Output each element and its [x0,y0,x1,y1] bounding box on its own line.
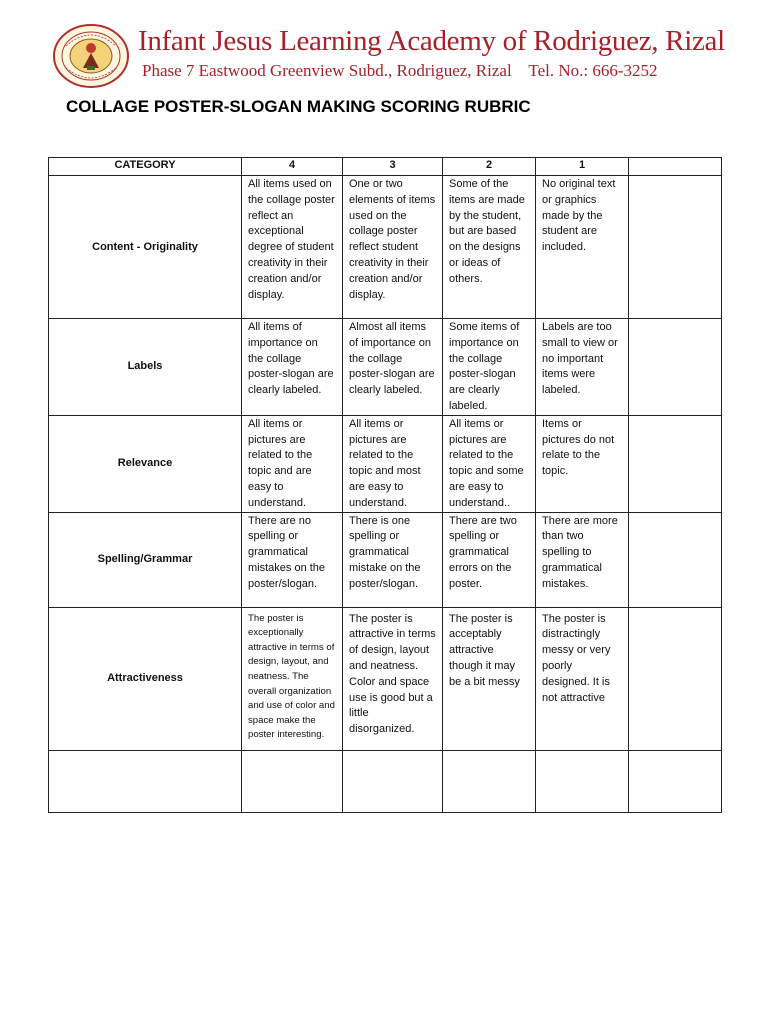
document-title: COLLAGE POSTER-SLOGAN MAKING SCORING RUBRIC [66,97,531,116]
header-blank [629,158,722,176]
criteria-cell: Almost all items of importance on the collage poster-slogan are clearly labeled. [343,319,443,416]
rubric-table [48,157,722,813]
criteria-cell: One or two elements of items used on the collage poster reflect student creativity in their creation and/or display. [343,176,443,319]
school-address: Phase 7 Eastwood Greenview Subd., Rodriguez, Rizal Tel. No.: 666-3252 [142,61,658,80]
criteria-cell: The poster is acceptably attractive though it may be a bit messy [443,607,536,750]
criteria-cell: Labels are too small to view or no important items were labeled. [536,319,629,416]
score-cell [629,176,722,319]
score-cell [629,512,722,607]
rubric-row-spelling-grammar [49,512,722,607]
school-name: Infant Jesus Learning Academy of Rodriguez, Rizal [138,25,725,57]
letterhead [52,24,725,88]
criteria-cell: All items of importance on the collage poster-slogan are clearly labeled. [242,319,343,416]
score-cell [629,415,722,512]
criteria-cell: All items used on the collage poster reflect an exceptional degree of student creativity in their creation and/or display. [242,176,343,319]
category-label: Labels [49,319,242,416]
header-score-3: 3 [343,158,443,176]
header-category: CATEGORY [49,158,242,176]
criteria-cell: All items or pictures are related to the topic and some are easy to understand.. [443,415,536,512]
criteria-cell: The poster is distractingly messy or very poorly designed. It is not attractive [536,607,629,750]
category-label: Content - Originality [49,176,242,319]
criteria-cell: There are more than two spelling to grammatical mistakes. [536,512,629,607]
criteria-cell [536,750,629,812]
header-score-1: 1 [536,158,629,176]
rubric-header-row [49,158,722,176]
criteria-cell: Some items of importance on the collage poster-slogan are clearly labeled. [443,319,536,416]
criteria-cell: All items or pictures are related to the topic and are easy to understand. [242,415,343,512]
score-cell [629,750,722,812]
criteria-cell: There are two spelling or grammatical errors on the poster. [443,512,536,607]
category-label: Spelling/Grammar [49,512,242,607]
rubric-row-relevance [49,415,722,512]
header-score-2: 2 [443,158,536,176]
criteria-cell: The poster is exceptionally attractive in terms of design, layout, and neatness. The overall organization and use of color and space make the poster interesting. [242,607,343,750]
category-label [49,750,242,812]
criteria-cell: There are no spelling or grammatical mistakes on the poster/slogan. [242,512,343,607]
criteria-cell: All items or pictures are related to the topic and most are easy to understand. [343,415,443,512]
rubric-row-blank [49,750,722,812]
criteria-cell: There is one spelling or grammatical mistake on the poster/slogan. [343,512,443,607]
header-score-4: 4 [242,158,343,176]
category-label: Relevance [49,415,242,512]
rubric-row-attractiveness [49,607,722,750]
rubric-row-content-originality [49,176,722,319]
criteria-cell: The poster is attractive in terms of design, layout and neatness. Color and space use is good but a little disorganized. [343,607,443,750]
score-cell [629,607,722,750]
criteria-cell: Items or pictures do not relate to the topic. [536,415,629,512]
category-label: Attractiveness [49,607,242,750]
criteria-cell [242,750,343,812]
criteria-cell: No original text or graphics made by the student are included. [536,176,629,319]
criteria-cell [443,750,536,812]
criteria-cell [343,750,443,812]
rubric-row-labels [49,319,722,416]
criteria-cell: Some of the items are made by the student, but are based on the designs or ideas of others. [443,176,536,319]
score-cell [629,319,722,416]
school-seal-icon [52,24,130,88]
